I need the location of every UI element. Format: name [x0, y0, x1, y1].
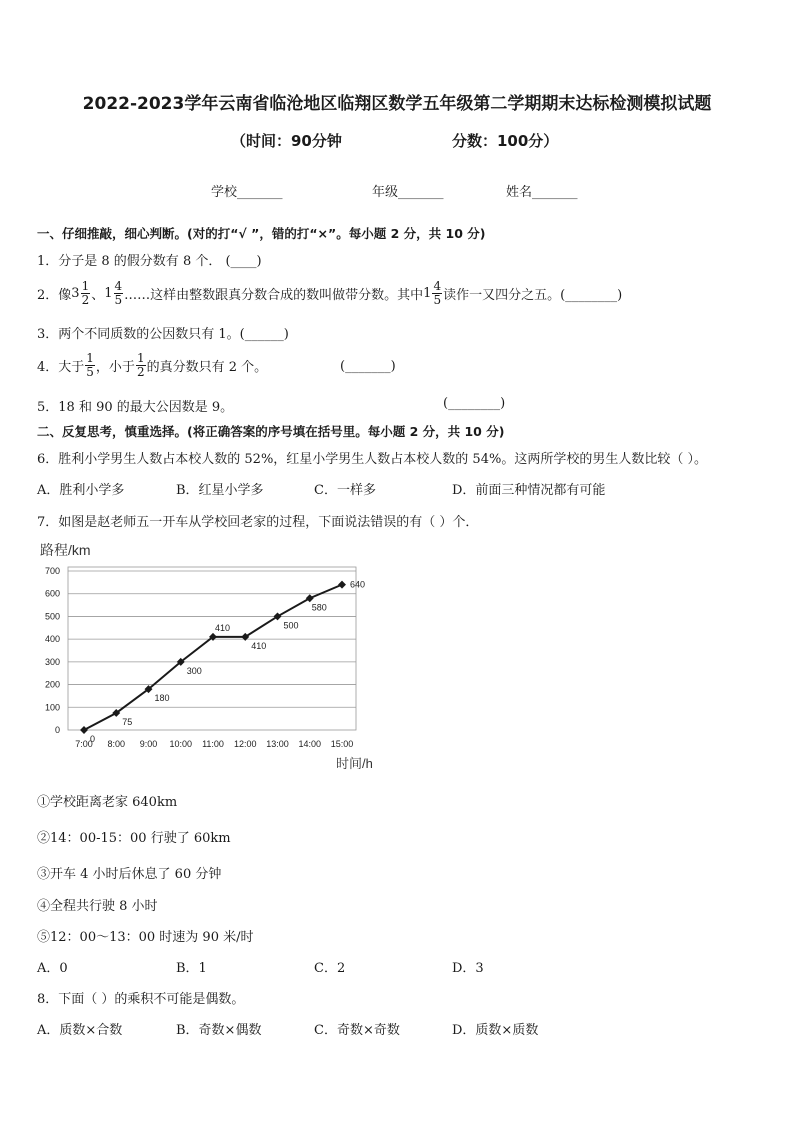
q2-suffix: 读作一又四分之五。(________) — [443, 288, 623, 303]
section-2-heading: 二、反复思考，慎重选择。(将正确答案的序号填在括号里。每小题 2 分，共 10 分) — [37, 424, 505, 439]
q5-answer-blank[interactable]: (________) — [443, 396, 506, 411]
q7-option-b[interactable]: B．1 — [176, 961, 207, 976]
q7-statement-3: ③开车 4 小时后休息了 60 分钟 — [37, 867, 222, 882]
q7-statement-4: ④全程共行驶 8 小时 — [37, 899, 158, 914]
chart-x-tick-label: 14:00 — [298, 739, 322, 749]
q8-option-b[interactable]: B．奇数×偶数 — [176, 1023, 262, 1038]
q2-f1-denominator: 2 — [81, 293, 90, 307]
q2-separator: 、 — [91, 288, 105, 303]
chart-data-label: 180 — [154, 693, 170, 704]
q2-f3-numerator: 4 — [433, 279, 442, 293]
grade-field[interactable]: 年级_______ — [372, 185, 444, 200]
q8-option-c[interactable]: C．奇数×奇数 — [314, 1023, 400, 1038]
chart-y-tick-label: 300 — [44, 656, 60, 667]
q7-statement-2: ②14：00-15：00 行驶了 60km — [37, 831, 231, 846]
q8-option-d[interactable]: D．质数×质数 — [452, 1023, 539, 1038]
chart-y-tick-label: 400 — [44, 634, 60, 645]
q4-middle-text: ，小于 — [95, 360, 135, 375]
q7-statement-1: ①学校距离老家 640km — [37, 795, 178, 810]
q8-option-a[interactable]: A．质数×合数 — [37, 1023, 123, 1038]
q4-f1-numerator: 1 — [86, 351, 94, 365]
question-3: 3．两个不同质数的公因数只有 1。(______) — [37, 327, 289, 342]
question-7: 7．如图是赵老师五一开车从学校回老家的过程，下面说法错误的有（ ）个． — [37, 515, 479, 530]
exam-time: （时间：90分钟 — [231, 132, 342, 150]
chart-data-point — [306, 594, 314, 602]
chart-x-tick-label: 8:00 — [107, 739, 126, 749]
q2-f1-numerator: 1 — [81, 279, 90, 293]
chart-data-label: 75 — [122, 716, 133, 727]
chart-x-tick-label: 13:00 — [266, 739, 289, 749]
q7-statement-5: ⑤12：00～13：00 时速为 90 米/时 — [37, 930, 254, 945]
question-4 — [37, 352, 267, 379]
chart-y-tick-label: 600 — [44, 588, 60, 599]
q4-fraction-2 — [136, 352, 146, 379]
chart-data-label: 640 — [350, 579, 366, 590]
chart-data-label: 410 — [215, 622, 231, 633]
chart-data-label: 300 — [186, 665, 202, 676]
name-field[interactable]: 姓名_______ — [506, 185, 578, 200]
q6-option-a[interactable]: A．胜利小学多 — [37, 483, 125, 498]
chart-data-label: 410 — [251, 640, 267, 651]
q6-option-c[interactable]: C．一样多 — [314, 483, 376, 498]
q6-option-b[interactable]: B．红星小学多 — [176, 483, 264, 498]
q2-prefix: 2．像 — [37, 288, 72, 303]
q2-whole-3: 1 — [423, 286, 432, 301]
chart-y-tick-label: 500 — [44, 611, 60, 622]
chart-y-tick-label: 200 — [44, 679, 60, 690]
q2-middle-text: ……这样由整数跟真分数合成的数叫做带分数。其中 — [124, 288, 424, 303]
section-1-heading: 一、仔细推敲，细心判断。(对的打“√ ”，错的打“×”。每小题 2 分，共 10 分) — [37, 226, 486, 241]
question-1: 1．分子是 8 的假分数有 8 个． (____) — [37, 254, 262, 269]
distance-time-line-chart — [30, 536, 380, 776]
q2-whole-2: 1 — [104, 286, 113, 301]
q4-prefix: 4．大于 — [37, 360, 85, 375]
q2-fraction-2 — [114, 280, 124, 307]
q2-f2-denominator: 5 — [114, 293, 123, 307]
chart-x-tick-label: 11:00 — [202, 739, 224, 749]
chart-data-label: 580 — [311, 602, 327, 613]
question-5: 5．18 和 90 的最大公因数是 9。 — [37, 400, 234, 415]
q7-option-c[interactable]: C．2 — [314, 961, 346, 976]
q2-fraction-1 — [81, 280, 91, 307]
page-title: 2022-2023学年云南省临沧地区临翔区数学五年级第二学期期末达标检测模拟试题 — [82, 94, 712, 114]
chart-data-point — [338, 581, 346, 589]
exam-score: 分数：100分） — [452, 132, 559, 150]
chart-x-tick-label: 10:00 — [169, 739, 193, 749]
q4-f2-numerator: 1 — [136, 351, 145, 365]
chart-data-point — [80, 726, 88, 734]
q4-fraction-1 — [85, 352, 95, 379]
chart-y-tick-label: 0 — [54, 725, 60, 735]
chart-x-tick-label: 15:00 — [330, 739, 354, 749]
chart-x-tick-label: 7:00 — [75, 739, 93, 749]
chart-y-tick-label: 100 — [44, 702, 60, 713]
chart-series-line — [84, 585, 342, 730]
q4-f2-denominator: 2 — [136, 365, 145, 379]
question-6: 6．胜利小学男生人数占本校人数的 52%，红星小学男生人数占本校人数的 54%。这两所学校的男生人数比较（ ）。 — [37, 452, 707, 467]
chart-data-label: 500 — [283, 620, 299, 631]
chart-plot-border — [68, 567, 356, 730]
chart-x-tick-label: 12:00 — [233, 739, 257, 749]
chart-y-axis-label: 路程/km — [40, 542, 91, 558]
q2-f2-numerator: 4 — [114, 279, 123, 293]
chart-y-tick-label: 700 — [44, 566, 60, 576]
school-field[interactable]: 学校_______ — [211, 185, 283, 200]
question-2 — [37, 280, 622, 307]
question-8: 8．下面（ ）的乘积不可能是偶数。 — [37, 992, 245, 1007]
q6-option-d[interactable]: D．前面三种情况都有可能 — [452, 483, 606, 498]
chart-data-label: 0 — [90, 734, 96, 744]
q7-option-d[interactable]: D．3 — [452, 961, 484, 976]
chart-x-axis-label: 时间/h — [336, 756, 373, 771]
q4-suffix: 的真分数只有 2 个。 — [146, 360, 268, 375]
q7-option-a[interactable]: A．0 — [37, 961, 68, 976]
q4-f1-denominator: 5 — [86, 365, 94, 379]
chart-x-tick-label: 9:00 — [139, 739, 158, 749]
q2-fraction-3 — [432, 280, 442, 307]
q2-f3-denominator: 5 — [433, 293, 442, 307]
q2-whole-1: 3 — [71, 286, 80, 301]
q4-answer-blank[interactable]: (_______) — [340, 359, 396, 374]
